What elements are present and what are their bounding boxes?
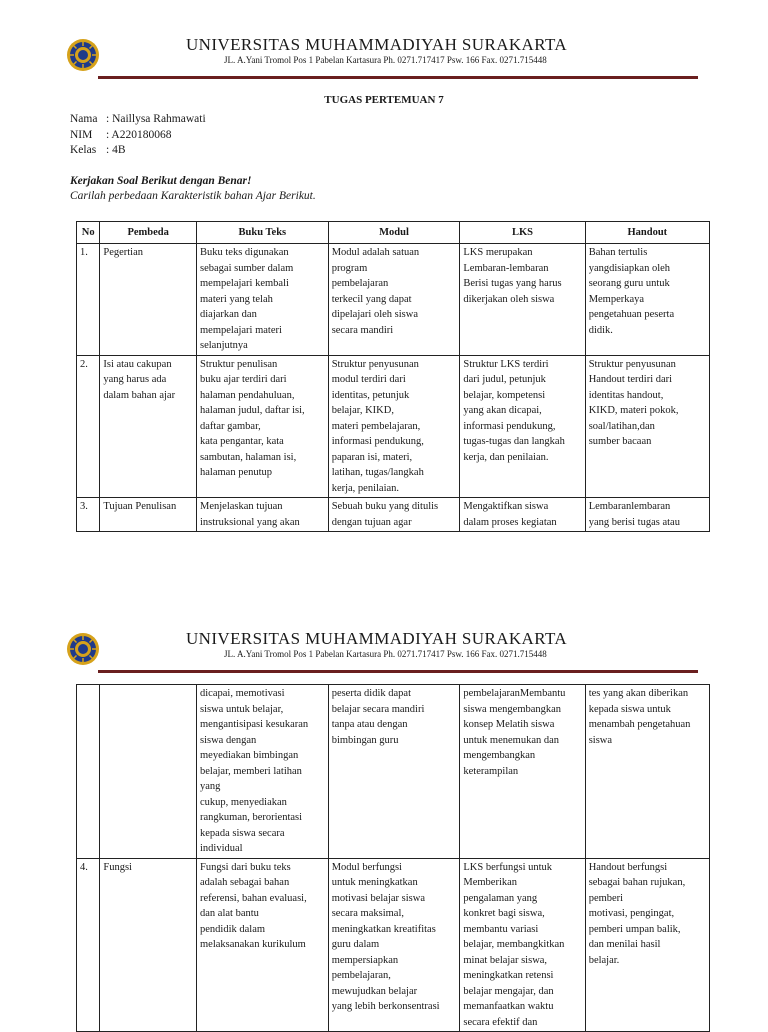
cell-line: pembelajaranMembantu	[463, 688, 566, 699]
cell-line: informasi pendukung,	[331, 436, 424, 447]
cell-line: daftar gambar,	[200, 420, 261, 432]
comparison-table-page-1	[76, 221, 710, 532]
cell-line: diajarkan dan	[200, 309, 257, 320]
cell-line: pengetahuan peserta	[588, 309, 675, 320]
cell-line: adalah sebagai bahan	[200, 877, 290, 888]
document-title: TUGAS PERTEMUAN 7	[324, 94, 444, 106]
cell-line: mempersiapkan	[331, 954, 399, 966]
cell-no	[77, 685, 100, 859]
cell-line: Buku teks digunakan	[200, 247, 289, 258]
cell-line: Lembaran-lembaran	[463, 262, 549, 274]
cell-line: konsep Melatih siswa	[463, 719, 555, 730]
cell-line: dikerjakan oleh siswa	[463, 293, 555, 305]
header-lks: LKS	[460, 222, 585, 244]
cell-line: halaman pendahuluan,	[200, 389, 295, 401]
cell-line: mengantisipasi kesukaran	[200, 719, 309, 730]
cell-line: tes yang akan diberikan	[588, 688, 689, 699]
student-identity	[70, 112, 206, 159]
cell-line: membantu variasi	[463, 923, 539, 935]
cell-line: untuk meningkatkan	[331, 877, 418, 888]
cell-line: belajar, memberi latihan	[200, 765, 302, 777]
cell-no: 3.	[77, 498, 100, 532]
table-row	[77, 244, 710, 356]
cell-modul	[328, 498, 460, 532]
cell-line: pendidik dalam	[200, 923, 266, 935]
cell-line: individual	[200, 843, 243, 854]
cell-line: siswa untuk belajar,	[200, 703, 284, 715]
cell-pembeda	[100, 244, 197, 356]
cell-lks	[460, 685, 585, 859]
cell-line: yangdisiapkan oleh	[588, 262, 671, 274]
cell-line: motivasi, pengingat,	[588, 908, 675, 919]
cell-line: siswa mengembangkan	[463, 703, 562, 715]
question-text: Carilah perbedaan Karakteristik bahan Ajar Berikut.	[70, 190, 316, 202]
header-pembeda: Pembeda	[100, 222, 197, 244]
cell-line: seorang guru untuk	[588, 278, 670, 289]
identity-key: Kelas	[70, 144, 97, 156]
cell-line: yang lebih berkonsentrasi	[331, 1001, 440, 1012]
cell-line: Handout berfungsi	[588, 861, 668, 873]
letterhead	[0, 620, 768, 690]
cell-lks	[460, 244, 585, 356]
cell-line: secara efektif dan	[463, 1016, 538, 1028]
cell-line: Struktur penulisan	[200, 358, 278, 370]
cell-line: Handout terdiri dari	[588, 374, 673, 385]
identity-key: NIM	[70, 128, 93, 141]
cell-line: minat belajar siswa,	[463, 954, 548, 966]
cell-buku-teks	[197, 355, 329, 498]
cell-line: Lembaranlembaran	[588, 501, 671, 512]
cell-no: 1.	[77, 244, 100, 356]
table-header-row	[77, 222, 710, 244]
cell-line: didik.	[588, 324, 613, 336]
cell-pembeda	[100, 685, 197, 859]
cell-pembeda	[100, 498, 197, 532]
table-body	[77, 244, 710, 532]
identity-row-nim	[70, 128, 206, 144]
cell-handout	[585, 244, 709, 356]
header-buku-teks: Buku Teks	[197, 222, 329, 244]
table-row	[77, 355, 710, 498]
cell-line: pengalaman yang	[463, 892, 538, 904]
cell-line: halaman penutup	[200, 467, 273, 478]
table-body	[77, 685, 710, 1032]
cell-line: soal/latihan,dan	[588, 420, 655, 432]
cell-line: yang berisi tugas atau	[588, 516, 680, 528]
cell-line: melaksanakan kurikulum	[200, 939, 306, 950]
cell-handout	[585, 498, 709, 532]
cell-line: mempelajari materi	[200, 324, 282, 336]
header-modul: Modul	[328, 222, 460, 244]
cell-modul	[328, 355, 460, 498]
cell-line: paparan isi, materi,	[331, 451, 413, 463]
cell-line: mewujudkan belajar	[331, 985, 418, 997]
cell-line: rangkuman, berorientasi	[200, 812, 303, 823]
cell-line: Struktur penyusunan	[588, 358, 676, 370]
cell-line: Modul adalah satuan	[331, 247, 420, 258]
cell-line: yang akan dicapai,	[463, 405, 542, 416]
cell-line: kata pengantar, kata	[200, 436, 284, 447]
cell-line: identitas handout,	[588, 389, 664, 401]
table-row	[77, 858, 710, 1032]
university-logo-icon	[66, 632, 100, 666]
letterhead	[0, 0, 768, 70]
cell-line: Memperkaya	[588, 293, 645, 305]
cell-line: dan alat bantu	[200, 908, 259, 919]
university-logo-icon	[66, 38, 100, 72]
cell-line: konkret bagi siswa,	[463, 908, 545, 919]
cell-line: halaman judul, daftar isi,	[200, 405, 305, 416]
identity-value: : Naillysa Rahmawati	[106, 113, 206, 125]
cell-modul	[328, 244, 460, 356]
cell-line: dalam proses kegiatan	[463, 516, 557, 528]
cell-line: pembelajaran,	[331, 970, 391, 981]
cell-line: belajar mengajar, dan	[463, 985, 554, 997]
table-row	[77, 498, 710, 532]
cell-line: Bahan tertulis	[588, 247, 648, 258]
cell-modul	[328, 858, 460, 1032]
cell-line: Fungsi dari buku teks	[200, 861, 291, 873]
cell-line: program	[331, 262, 368, 274]
university-address: JL. A.Yani Tromol Pos 1 Pabelan Kartasura Ph. 0271.717417 Psw. 166 Fax. 0271.715448	[224, 55, 547, 65]
cell-line: tanpa atau dengan	[331, 719, 408, 730]
cell-pembeda	[100, 355, 197, 498]
cell-line: Berisi tugas yang harus	[463, 278, 562, 289]
cell-line: dari judul, petunjuk	[463, 374, 546, 385]
cell-line: kepada siswa untuk	[588, 703, 671, 715]
cell-line: secara mandiri	[331, 324, 394, 336]
cell-line: bimbingan guru	[331, 734, 399, 746]
cell-line: dicapai, memotivasi	[200, 688, 285, 699]
cell-line: dalam bahan ajar	[103, 389, 176, 401]
identity-row-name	[70, 112, 206, 128]
cell-line: sebagai sumber dalam	[200, 262, 294, 274]
header-no: No	[77, 222, 100, 244]
cell-line: pemberi umpan balik,	[588, 923, 681, 935]
cell-line: dan menilai hasil	[588, 939, 661, 950]
cell-line: sebagai bahan rujukan,	[588, 877, 686, 888]
cell-line: Modul berfungsi	[331, 861, 402, 873]
cell-line: modul terdiri dari	[331, 374, 406, 385]
cell-line: Isi atau cakupan	[103, 358, 172, 370]
cell-line: meyediakan bimbingan	[200, 750, 299, 761]
cell-line: meningkatkan retensi	[463, 970, 554, 981]
cell-no: 4.	[77, 858, 100, 1032]
cell-line: dipelajari oleh siswa	[331, 309, 418, 320]
cell-handout	[585, 685, 709, 859]
cell-pembeda	[100, 858, 197, 1032]
cell-line: LKS merupakan	[463, 247, 533, 258]
cell-buku-teks	[197, 685, 329, 859]
comparison-table-page-2	[76, 684, 710, 1032]
cell-line: secara maksimal,	[331, 908, 404, 919]
identity-row-class	[70, 143, 206, 159]
cell-buku-teks	[197, 244, 329, 356]
cell-line: tugas-tugas dan langkah	[463, 436, 565, 447]
cell-line: dengan tujuan agar	[331, 516, 412, 528]
cell-line: Tujuan Penulisan	[103, 501, 177, 512]
university-address: JL. A.Yani Tromol Pos 1 Pabelan Kartasura Ph. 0271.717417 Psw. 166 Fax. 0271.715448	[224, 649, 547, 659]
cell-line: menambah pengetahuan	[588, 719, 691, 730]
cell-line: latihan, tugas/langkah	[331, 467, 424, 478]
cell-line: siswa dengan	[200, 734, 257, 746]
header-rule	[98, 76, 698, 79]
identity-value: : 4B	[106, 144, 126, 156]
cell-line: pembelajaran	[331, 278, 389, 289]
cell-line: meningkatkan kreatifitas	[331, 923, 436, 935]
cell-line: yang	[200, 781, 221, 792]
cell-line: sambutan, halaman isi,	[200, 451, 297, 463]
cell-line: referensi, bahan evaluasi,	[200, 892, 307, 904]
cell-line: belajar, kompetensi	[463, 389, 546, 401]
cell-line: Mengaktifkan siswa	[463, 501, 549, 512]
cell-line: KIKD, materi pokok,	[588, 405, 679, 416]
cell-line: sumber bacaan	[588, 436, 652, 447]
instruction-text: Kerjakan Soal Berikut dengan Benar!	[70, 175, 252, 187]
cell-line: keterampilan	[463, 765, 519, 777]
cell-line: LKS berfungsi untuk	[463, 861, 553, 873]
cell-line: cukup, menyediakan	[200, 796, 287, 808]
cell-line: buku ajar terdiri dari	[200, 374, 287, 385]
cell-line: belajar, membangkitkan	[463, 939, 565, 950]
cell-line: peserta didik dapat	[331, 688, 411, 699]
cell-line: Sebuah buku yang ditulis	[331, 501, 439, 512]
cell-line: memanfaatkan waktu	[463, 1001, 554, 1012]
cell-line: siswa	[588, 734, 613, 746]
cell-line: identitas, petunjuk	[331, 389, 410, 401]
cell-line: belajar.	[588, 954, 620, 966]
cell-line: Menjelaskan tujuan	[200, 501, 283, 512]
cell-lks	[460, 498, 585, 532]
cell-line: informasi pendukung,	[463, 420, 556, 432]
cell-line: mengembangkan	[463, 750, 536, 761]
cell-lks	[460, 858, 585, 1032]
cell-line: Fungsi	[103, 861, 132, 873]
cell-line: mempelajari kembali	[200, 278, 289, 289]
cell-line: pemberi	[588, 892, 624, 904]
cell-line: kerja, penilaian.	[331, 482, 400, 494]
header-rule	[98, 670, 698, 673]
cell-handout	[585, 355, 709, 498]
identity-value: : A220180068	[106, 128, 172, 141]
cell-line: yang harus ada	[103, 374, 167, 385]
cell-line: belajar secara mandiri	[331, 703, 425, 715]
cell-line: Struktur penyusunan	[331, 358, 419, 370]
university-name: UNIVERSITAS MUHAMMADIYAH SURAKARTA	[186, 35, 568, 54]
cell-line: untuk menemukan dan	[463, 734, 560, 746]
cell-line: materi pembelajaran,	[331, 420, 421, 432]
cell-modul	[328, 685, 460, 859]
cell-line: Memberikan	[463, 877, 518, 888]
cell-line: instruksional yang akan	[200, 516, 300, 528]
cell-line: materi yang telah	[200, 293, 273, 305]
task-block	[70, 174, 316, 204]
cell-line: Struktur LKS terdiri	[463, 358, 549, 370]
cell-handout	[585, 858, 709, 1032]
cell-line: motivasi belajar siswa	[331, 892, 425, 904]
university-name: UNIVERSITAS MUHAMMADIYAH SURAKARTA	[186, 629, 568, 648]
header-handout: Handout	[585, 222, 709, 244]
cell-line: Pegertian	[103, 247, 144, 258]
cell-buku-teks	[197, 858, 329, 1032]
cell-buku-teks	[197, 498, 329, 532]
cell-line: guru dalam	[331, 939, 380, 950]
cell-line: selanjutnya	[200, 340, 248, 351]
cell-lks	[460, 355, 585, 498]
identity-key: Nama	[70, 113, 98, 125]
cell-line: kepada siswa secara	[200, 827, 285, 839]
cell-line: kerja, dan penilaian.	[463, 451, 549, 463]
cell-line: terkecil yang dapat	[331, 293, 412, 305]
cell-line: belajar, KIKD,	[331, 405, 394, 416]
table-row	[77, 685, 710, 859]
cell-no: 2.	[77, 355, 100, 498]
